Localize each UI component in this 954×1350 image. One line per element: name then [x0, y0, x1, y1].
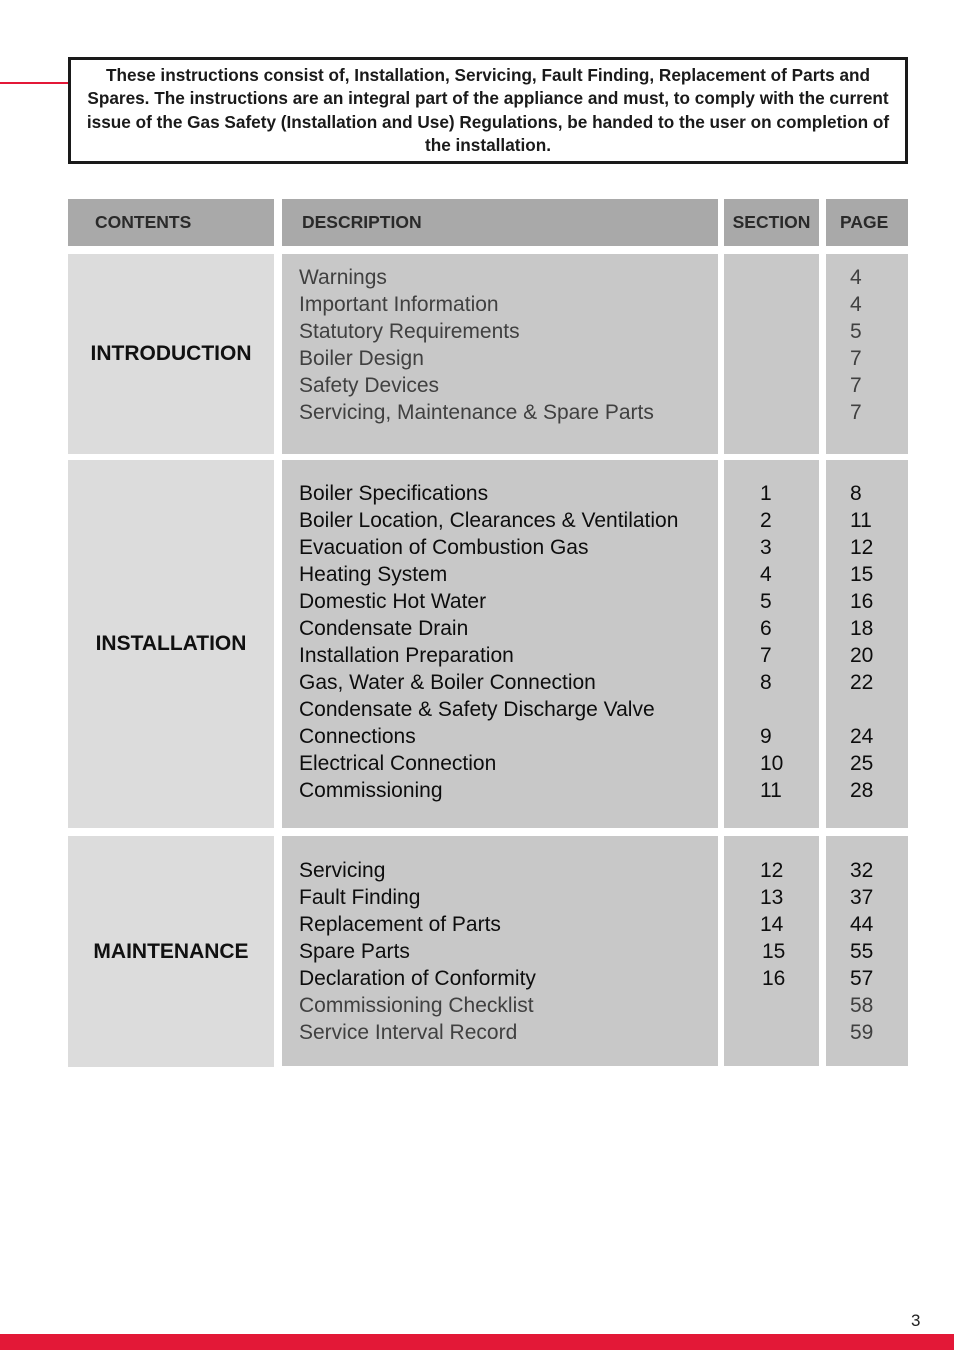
maint-label-cell	[68, 836, 274, 1067]
install-label-cell	[68, 460, 274, 828]
intro-description-cell	[282, 254, 718, 454]
install-section-cell	[724, 460, 819, 828]
toc-item: Evacuation of Combustion Gas	[299, 536, 589, 559]
toc-page: 24	[850, 725, 874, 748]
toc-page: 55	[850, 940, 874, 963]
header-section	[724, 199, 819, 246]
toc-item: Fault Finding	[299, 886, 421, 909]
toc-section: 12	[760, 859, 784, 882]
toc-page: 7	[850, 347, 862, 370]
toc-page: 7	[850, 374, 862, 397]
toc-page	[850, 696, 908, 723]
toc-page: 11	[850, 509, 872, 532]
toc-page: 15	[850, 563, 874, 586]
toc-page: 25	[850, 752, 874, 775]
toc-item: Service Interval Record	[299, 1021, 518, 1044]
header-section-label: SECTION	[732, 212, 811, 232]
install-label: INSTALLATION	[95, 632, 247, 655]
toc-section: 7	[760, 644, 772, 667]
intro-page-cell	[826, 254, 908, 454]
toc-item: Commissioning	[299, 779, 443, 802]
toc-item: Gas, Water & Boiler Connection	[299, 671, 596, 694]
toc-section: 10	[760, 752, 784, 775]
maint-label: MAINTENANCE	[93, 939, 249, 963]
notice-text: These instructions consist of, Installation, Servicing, Fault Finding, Replacement of Parts and Spares. The instructions are an integral part of the appliance and must, to comply with the current issue of the Gas Safety (Installation and Use) Regulations, be handed to the user on completion of the installation.	[86, 64, 890, 155]
toc-page: 57	[850, 967, 874, 990]
toc-item: Domestic Hot Water	[299, 590, 487, 613]
toc-item: Boiler Design	[299, 347, 424, 370]
toc-page: 28	[850, 779, 874, 802]
red-accent-line	[0, 82, 70, 84]
toc-page: 16	[850, 590, 874, 613]
toc-item: Commissioning Checklist	[299, 994, 534, 1017]
toc-page: 59	[850, 1021, 874, 1044]
toc-page: 7	[850, 401, 862, 424]
toc-section: 4	[760, 563, 772, 586]
toc-page: 22	[850, 671, 874, 694]
toc-page: 58	[850, 994, 874, 1017]
toc-section: 3	[760, 536, 772, 559]
notice-box	[68, 57, 908, 164]
toc-item: Installation Preparation	[299, 644, 514, 667]
intro-section-cell	[724, 254, 819, 454]
toc-section: 13	[760, 886, 784, 909]
toc-page: 37	[850, 886, 874, 909]
toc-item: Safety Devices	[299, 374, 440, 397]
header-contents	[68, 199, 274, 246]
maint-description-cell	[282, 836, 718, 1066]
toc-item: Spare Parts	[299, 940, 410, 963]
page-number: 3	[911, 1311, 921, 1330]
toc-page: 32	[850, 859, 874, 882]
toc-page: 20	[850, 644, 874, 667]
toc-page: 18	[850, 617, 874, 640]
toc-item: Declaration of Conformity	[299, 967, 536, 990]
toc-page: 12	[850, 536, 874, 559]
toc-item: Electrical Connection	[299, 752, 497, 775]
intro-label-cell	[68, 254, 274, 454]
toc-page: 4	[850, 266, 862, 289]
toc-item: Connections	[299, 725, 416, 748]
header-page-label: PAGE	[840, 212, 889, 232]
header-description	[282, 199, 718, 246]
toc-section: 16	[762, 967, 786, 990]
install-page-cell	[826, 460, 908, 828]
toc-section: 5	[760, 590, 772, 613]
toc-page: 5	[850, 320, 862, 343]
maint-page-cell	[826, 836, 908, 1066]
header-page	[826, 199, 908, 246]
toc-item: Servicing, Maintenance & Spare Parts	[299, 401, 654, 424]
toc-section: 1	[760, 482, 772, 505]
toc-section: 8	[760, 671, 772, 694]
toc-section	[760, 696, 819, 723]
install-description-cell	[282, 460, 718, 828]
footer-red-bar	[0, 1334, 954, 1350]
toc-section: 11	[760, 779, 782, 802]
toc-section: 15	[762, 940, 786, 963]
toc-section: 9	[760, 725, 772, 748]
toc-page: 44	[850, 913, 874, 936]
toc-item: Boiler Location, Clearances & Ventilation	[299, 509, 679, 532]
toc-section: 2	[760, 509, 772, 532]
toc-item: Replacement of Parts	[299, 913, 501, 936]
toc-item: Boiler Specifications	[299, 482, 489, 505]
toc-item: Servicing	[299, 859, 386, 882]
maint-section-cell	[724, 836, 819, 1066]
header-description-label: DESCRIPTION	[302, 212, 422, 232]
toc-section: 6	[760, 617, 772, 640]
toc-page: 4	[850, 293, 862, 316]
toc-item: Condensate Drain	[299, 617, 469, 640]
toc-item: Condensate & Safety Discharge Valve	[299, 698, 655, 721]
intro-label: INTRODUCTION	[90, 342, 252, 365]
toc-item: Warnings	[299, 266, 387, 289]
toc-section: 14	[760, 913, 784, 936]
toc-item: Statutory Requirements	[299, 320, 520, 343]
toc-item: Heating System	[299, 563, 448, 586]
toc-page: 8	[850, 482, 862, 505]
header-contents-label: CONTENTS	[95, 212, 192, 232]
toc-item: Important Information	[299, 293, 499, 316]
